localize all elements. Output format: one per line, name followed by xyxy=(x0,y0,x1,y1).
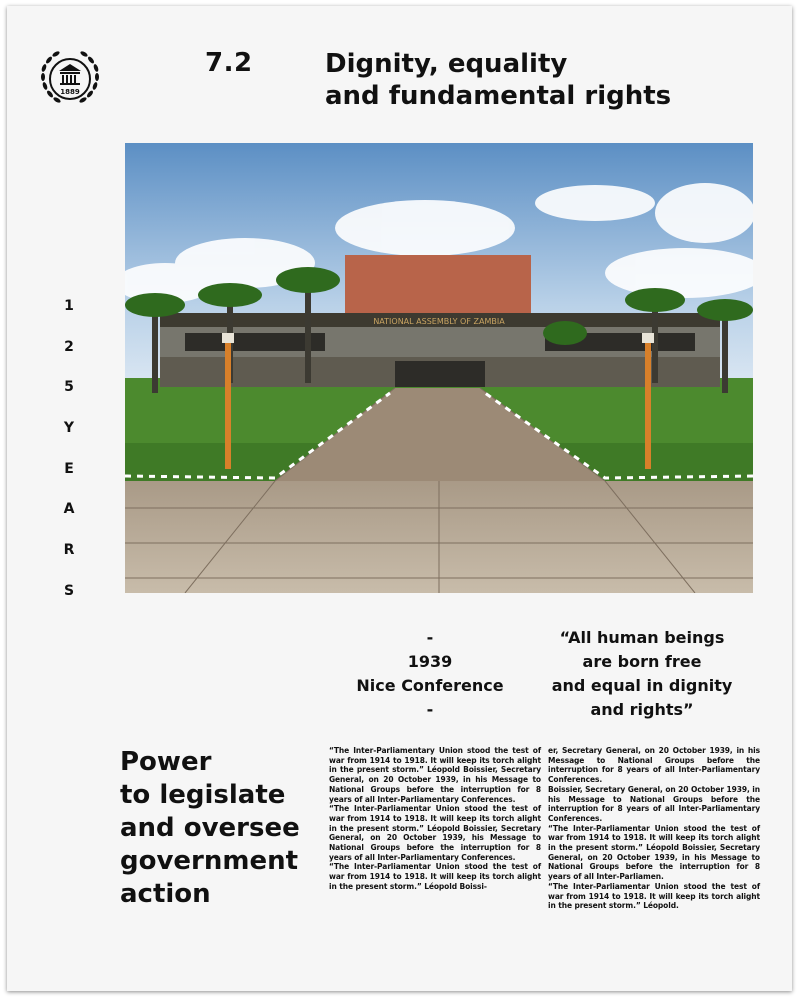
body-column-1 xyxy=(329,746,541,892)
side-letter: S xyxy=(63,582,75,599)
side-vertical-label xyxy=(59,296,79,622)
quote-line: “All human beings xyxy=(559,628,725,647)
body-paragraph: er, Secretary General, on 20 October 1939, in his Message to National Groups before the interruption for 8 years of all Inter-Parliamentary Conferences. xyxy=(548,746,760,785)
body-paragraph: “The Inter-Parliamentary Union stood the test of war from 1914 to 1918. It will keep its torch alight in the present storm.” Léopold Boissier, Secretary General, on 20 October 1939, in his Message to National Groups before the interruption for 8 years of all Inter-Parliamentary Conferences. xyxy=(329,746,541,804)
conference-dash: - xyxy=(426,700,434,719)
body-paragraph: “The Inter-Parliamentar Union stood the test of war from 1914 to 1918. It will keep its torch alight in the present storm.” Léopold Boissier, Secretary General, on 20 October 1939, in his Message to National Groups before the interruption for 8 years of all Inter-Parliamen. xyxy=(548,823,760,882)
section-number: 7.2 xyxy=(205,48,253,78)
side-letter: E xyxy=(64,460,74,477)
body-paragraph: “The Inter-Parliamentar Union stood the test of war from 1914 to 1918. It will keep its torch alight in the present storm.” Léopold Boissi- xyxy=(329,862,541,891)
headline xyxy=(120,746,330,911)
headline-line: government xyxy=(120,846,299,876)
headline-line: action xyxy=(120,879,211,909)
page-sheet xyxy=(7,6,792,991)
body-paragraph: Boissier, Secretary General, on 20 October 1939, in his Message to National Groups before the interruption for 8 years of all Inter-Parliamentary Conferences. xyxy=(548,784,760,823)
section-title-line: Dignity, equality xyxy=(325,49,568,79)
conference-dash: - xyxy=(426,628,434,647)
body-paragraph: “The Inter-Parliamentar Union stood the test of war from 1914 to 1918. It will keep its torch alight in the present storm.” Léopold Boissier, Secretary General, on 20 October 1939, his Message to National Groups before the interruption for 8 years of all Inter-Parliamentary Conferences. xyxy=(329,804,541,862)
headline-line: Power xyxy=(120,747,212,777)
side-letter: R xyxy=(63,542,75,559)
body-column-2 xyxy=(548,746,760,911)
svg-text:NATIONAL ASSEMBLY OF ZAMBIA: NATIONAL ASSEMBLY OF ZAMBIA xyxy=(373,317,505,326)
body-paragraph: “The Inter-Parliamentar Union stood the test of war from 1914 to 1918. It will keep its torch alight in the present storm.” Léopold. xyxy=(548,881,760,911)
side-letter: A xyxy=(63,501,75,518)
side-letter: Y xyxy=(63,420,75,437)
ipu-logo-icon xyxy=(35,44,105,114)
parliament-photo xyxy=(125,143,753,593)
svg-text:1889: 1889 xyxy=(60,88,80,96)
section-title-line: and fundamental rights xyxy=(325,81,672,111)
headline-line: and oversee xyxy=(120,813,300,843)
headline-line: to legislate xyxy=(120,780,286,810)
conference-name: Nice Conference xyxy=(356,676,504,695)
conference-block xyxy=(337,626,523,722)
section-title xyxy=(325,48,745,112)
quote-line: and rights” xyxy=(590,700,694,719)
conference-year: 1939 xyxy=(407,652,453,671)
side-letter: 2 xyxy=(64,338,74,355)
quote-block xyxy=(542,626,742,722)
quote-line: and equal in dignity xyxy=(551,676,733,695)
quote-line: are born free xyxy=(582,652,702,671)
side-letter: 1 xyxy=(64,298,74,314)
side-letter: 5 xyxy=(64,379,74,396)
